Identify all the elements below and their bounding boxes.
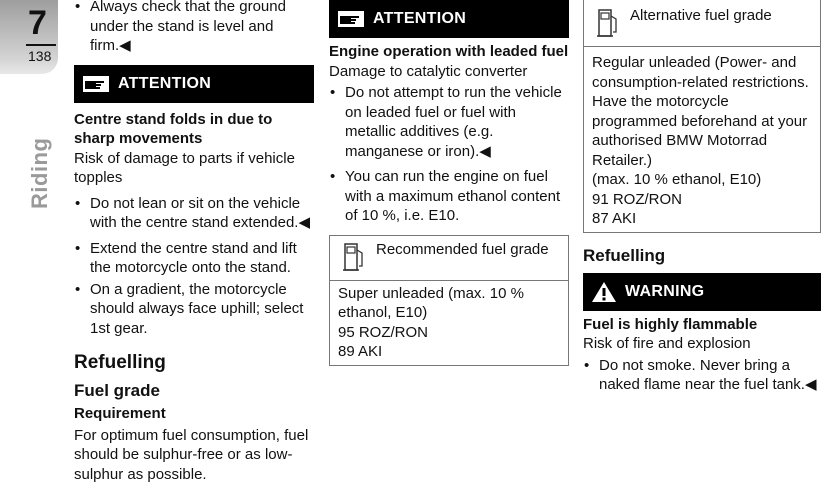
attention-banner-2 [329,0,569,38]
warning-title: Fuel is highly flammable [583,315,758,333]
column-2 [329,0,569,366]
requirement-heading: Requirement [74,405,166,422]
recommended-fuel-label: Recommended fuel grade [376,240,549,258]
column-1 [74,0,314,484]
bullet-ground: • Always check that the ground under the stand is level and firm.◀ [74,0,314,56]
attention-label: ATTENTION [118,74,212,92]
warning-risk: Risk of fire and explosion [583,335,751,352]
attention-title: Centre stand folds in due to sharp movements [74,110,273,147]
bullet-lean: • Do not lean or sit on the vehicle with the centre stand extended.◀ [74,194,314,233]
page-number: 138 [28,48,52,64]
bullet-extend: • Extend the centre stand and lift the motorcycle onto the stand. [74,239,314,278]
hand-pointer-icon [82,73,110,95]
fuel-grade-heading: Fuel grade [74,381,160,400]
hand-pointer-icon [337,8,365,30]
warning-banner [583,273,821,311]
alternative-fuel-body [584,47,820,232]
recommended-fuel-body [330,281,568,365]
recommended-fuel-line2: 95 ROZ/RON [338,323,429,341]
recommended-fuel-line1: Super unleaded (max. 10 % ethanol, E10) [338,284,524,321]
bullet-leaded: • Do not attempt to run the vehicle on leaded fuel or fuel with metallic additives (e.g. manganese or iron).◀ [329,83,569,161]
chapter-rule [26,44,56,46]
alternative-fuel-line4: 87 AKI [592,210,637,227]
alternative-fuel-line3: 91 ROZ/RON [592,190,683,208]
section-side-label [27,139,55,209]
alternative-fuel-label: Alternative fuel grade [630,7,772,24]
attention-label-2: ATTENTION [373,10,467,28]
bullet-gradient: • On a gradient, the motorcycle should always face uphill; select 1st gear. [74,280,314,339]
alternative-fuel-box [583,0,821,233]
alternative-fuel-header [584,0,820,47]
alternative-fuel-line2: (max. 10 % ethanol, E10) [592,171,762,188]
chapter-number: 7 [28,4,47,42]
section-side-label-text: Riding [27,137,52,209]
fuel-pump-icon [342,240,366,274]
attention-title-2: Engine operation with leaded fuel [329,43,569,60]
refuelling-heading-2: Refuelling [583,245,666,265]
bullet-smoke: • Do not smoke. Never bring a naked flame near the fuel tank.◀ [583,356,821,395]
attention-risk: Risk of damage to parts if vehicle topples [74,149,295,186]
warning-triangle-icon [591,281,617,303]
recommended-fuel-line3: 89 AKI [338,343,383,360]
warning-label: WARNING [625,282,705,300]
refuelling-heading: Refuelling [74,352,166,373]
column-3 [583,0,821,395]
alternative-fuel-line1: Regular unleaded (Power- and consumption-related restrictions. Have the motorcycle programmed beforehand at your authorised BMW Motorrad Retailer.) [592,54,809,169]
recommended-fuel-box [329,235,569,366]
recommended-fuel-header [330,236,568,281]
bullet-ethanol: • You can run the engine on fuel with a maximum ethanol content of 10 %, i.e. E10. [329,167,569,226]
attention-banner [74,65,314,103]
requirement-text: For optimum fuel consumption, fuel should be sulphur-free or as low-sulphur as possible. [74,426,309,483]
attention-risk-2: Damage to catalytic converter [329,62,528,80]
fuel-pump-icon [596,6,620,40]
